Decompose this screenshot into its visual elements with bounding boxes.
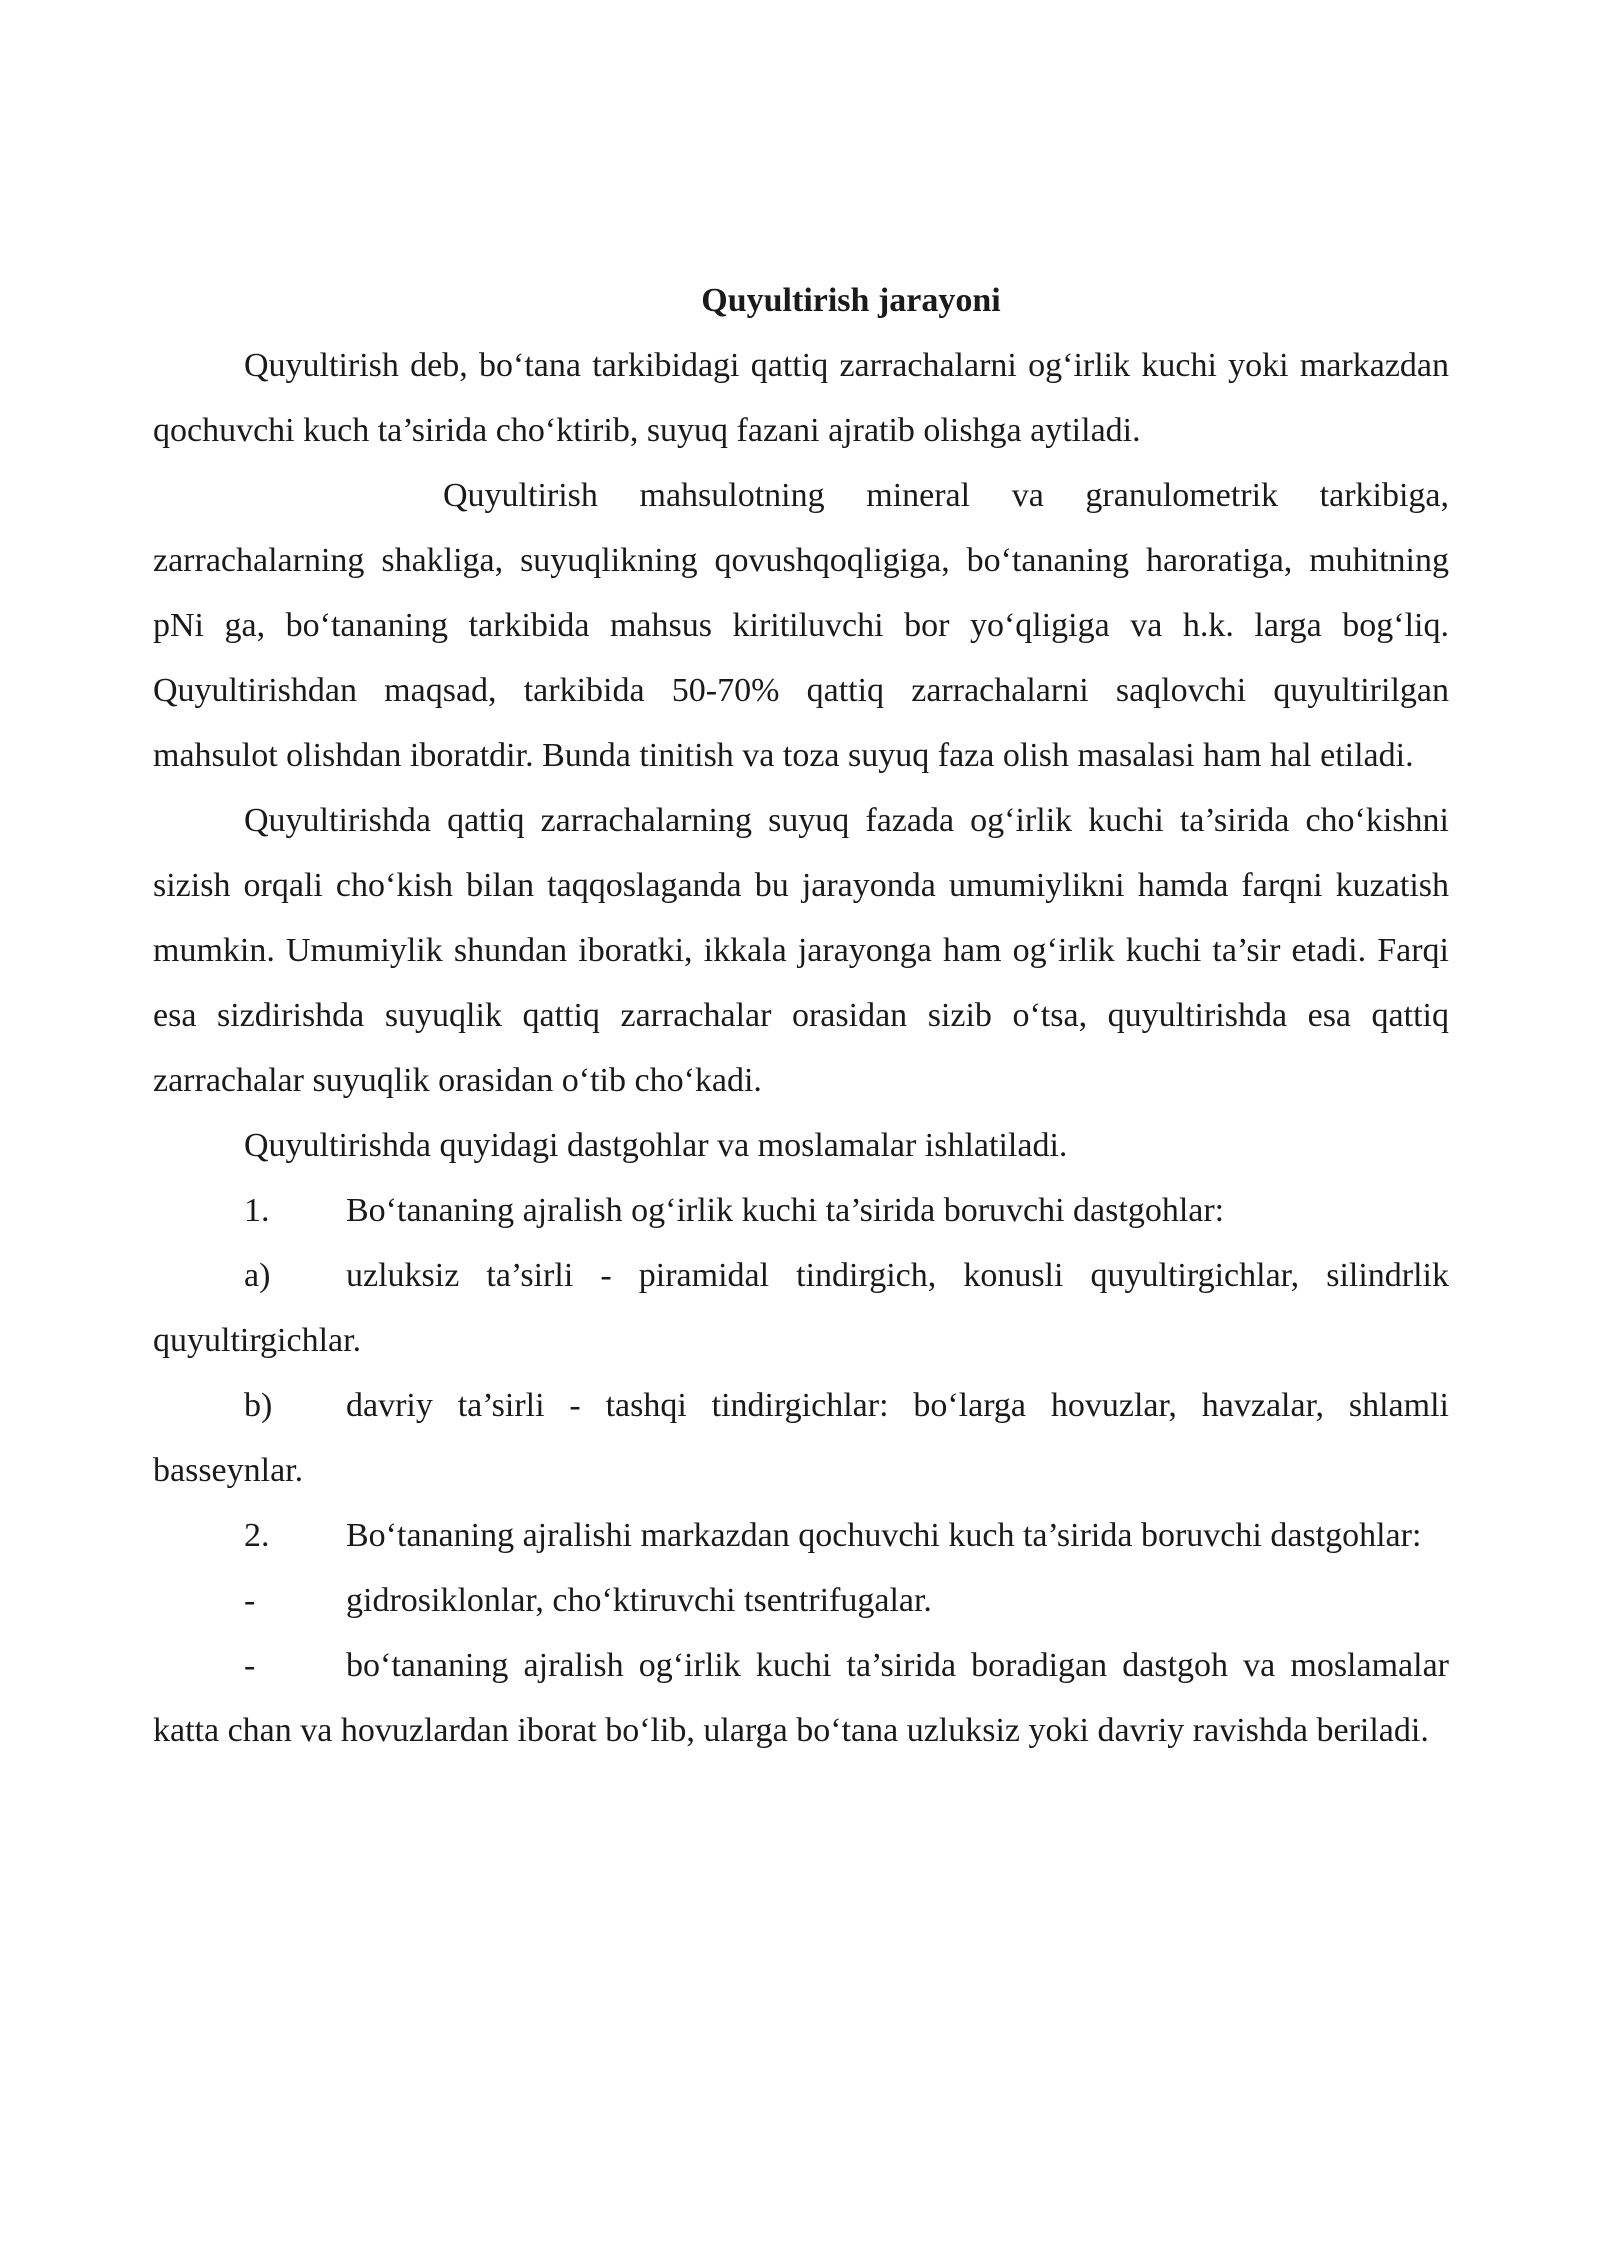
document-title: Quyultirish jarayoni — [701, 282, 1001, 319]
list-marker: 1. — [244, 1192, 270, 1229]
list-item — [153, 1373, 1449, 1503]
list-item — [153, 1503, 1449, 1568]
list-marker: a) — [244, 1257, 271, 1294]
list-text: davriy ta’sirli - tashqi tindirgichlar: bo‘larga hovuzlar, havzalar, shlamli basseynlar. — [153, 1387, 1449, 1489]
document-page — [153, 268, 1449, 1763]
list-text: gidrosiklonlar, cho‘ktiruvchi tsentrifugalar. — [346, 1582, 932, 1619]
list-marker: b) — [244, 1387, 273, 1424]
list-text: Bo‘tananing ajralish og‘irlik kuchi ta’sirida boruvchi dastgohlar: — [346, 1192, 1225, 1229]
list-item — [153, 1178, 1449, 1243]
list-marker: - — [244, 1582, 256, 1619]
paragraph-factors: Quyultirish mahsulotning mineral va granulometrik tarkibiga, zarrachalarning shakliga, suyuqlikning qovushqoqligiga, bo‘tananing haroratiga, muhitning pNi ga, bo‘tananing tarkibida mahsus kiritiluvchi bor yo‘qligiga va h.k. larga bog‘liq. Quyultirishdan maqsad, tarkibida 50-70% qattiq zarrachalarni saqlovchi quyultirilgan mahsulot olishdan iboratdir. Bunda tinitish va toza suyuq faza olish masalasi ham hal etiladi. — [153, 477, 1449, 774]
list-item — [153, 1243, 1449, 1373]
paragraph-equipment-intro: Quyultirishda quyidagi dastgohlar va moslamalar ishlatiladi. — [244, 1127, 1068, 1164]
list-item — [153, 1633, 1449, 1763]
list-marker: 2. — [244, 1517, 270, 1554]
list-marker: - — [244, 1647, 256, 1684]
list-text: Bo‘tananing ajralishi markazdan qochuvchi kuch ta’sirida boruvchi dastgohlar: — [346, 1517, 1422, 1554]
list-text: uzluksiz ta’sirli - piramidal tindirgich, konusli quyultirgichlar, silindrlik quyultirgichlar. — [153, 1257, 1449, 1359]
paragraph-definition: Quyultirish deb, bo‘tana tarkibidagi qattiq zarrachalarni og‘irlik kuchi yoki markazdan qochuvchi kuch ta’sirida cho‘ktirib, suyuq fazani ajratib olishga aytiladi. — [153, 347, 1449, 449]
list-text: bo‘tananing ajralish og‘irlik kuchi ta’sirida boradigan dastgoh va moslamalar katta chan va hovuzlardan iborat bo‘lib, ularga bo‘tana uzluksiz yoki davriy ravishda beriladi. — [153, 1647, 1449, 1749]
paragraph-comparison: Quyultirishda qattiq zarrachalarning suyuq fazada og‘irlik kuchi ta’sirida cho‘kishni sizish orqali cho‘kish bilan taqqoslaganda bu jarayonda umumiylikni hamda farqni kuzatish mumkin. Umumiylik shundan iboratki, ikkala jarayonga ham og‘irlik kuchi ta’sir etadi. Farqi esa sizdirishda suyuqlik qattiq zarrachalar orasidan sizib o‘tsa, quyultirishda esa qattiq zarrachalar suyuqlik orasidan o‘tib cho‘kadi. — [153, 802, 1449, 1099]
list-item — [153, 1568, 1449, 1633]
